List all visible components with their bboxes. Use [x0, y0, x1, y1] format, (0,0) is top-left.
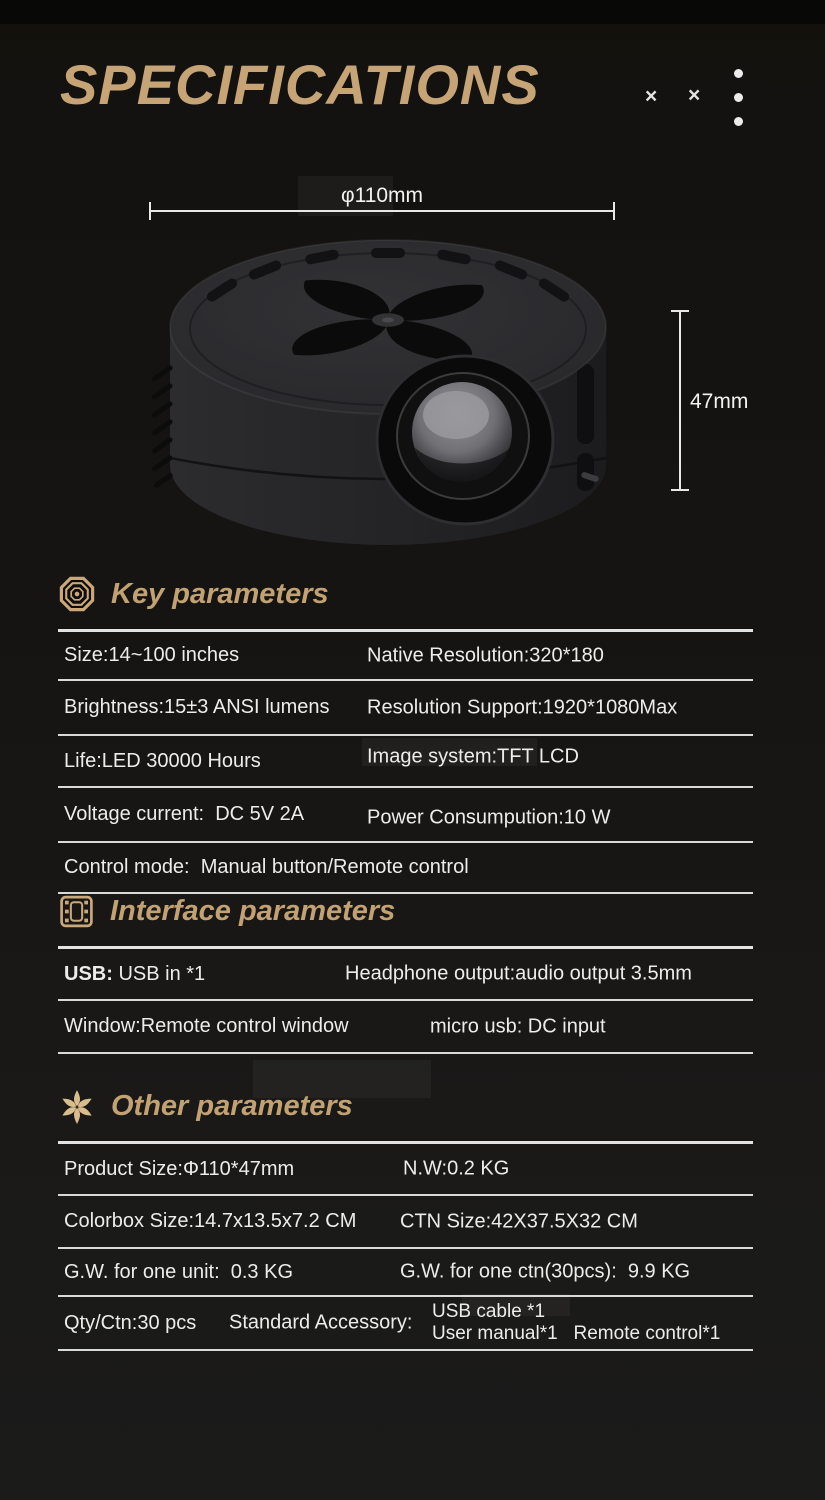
page-title: SPECIFICATIONS [60, 53, 540, 116]
dot-decor-icon [734, 93, 743, 102]
accessory-label: Standard Accessory: [229, 1311, 413, 1334]
star-flower-icon [58, 1087, 96, 1125]
octagon-rings-icon [58, 575, 96, 613]
spec-cell: CTN Size:42X37.5X32 CM [400, 1210, 638, 1232]
lens [377, 356, 553, 524]
spec-cell: Voltage current: DC 5V 2A [64, 803, 305, 825]
spec-row [58, 843, 753, 894]
section-interface-parameters [58, 889, 753, 1054]
product-image [0, 178, 825, 563]
dot-decor-icon [734, 69, 743, 78]
spec-cell: Life:LED 30000 Hours [64, 749, 261, 772]
spec-row [58, 1249, 753, 1297]
dot-decor-icon [734, 117, 743, 126]
spec-cell: Product Size:Φ110*47mm [64, 1157, 295, 1180]
spec-cell: G.W. for one ctn(30pcs): 9.9 KG [400, 1260, 691, 1283]
spec-cell: G.W. for one unit: 0.3 KG [64, 1260, 293, 1283]
spec-row [58, 1144, 753, 1196]
width-dimension-label: φ110mm [340, 184, 424, 207]
spec-cell: Qty/Ctn:30 pcs [64, 1311, 197, 1334]
spec-cell: Native Resolution:320*180 [367, 644, 604, 666]
usb-value: USB in *1 [112, 962, 206, 985]
top-edge-strip [0, 0, 825, 24]
spec-cell: Colorbox Size:14.7x13.5x7.2 CM [64, 1210, 357, 1232]
spec-row [58, 1196, 753, 1249]
accessory-line: User manual*1 Remote control*1 [432, 1323, 721, 1344]
section-key-parameters [58, 572, 753, 894]
section-title: Interface parameters [110, 894, 396, 927]
film-strip-icon [58, 893, 95, 930]
spec-cell: Control mode: Manual button/Remote control [64, 856, 469, 878]
spec-row [58, 788, 753, 843]
spec-cell: Power Consumpution:10 W [367, 806, 611, 829]
height-dimension-label: 47mm [690, 390, 749, 413]
spec-cell [64, 963, 205, 986]
decor-cross-icon: × [688, 84, 701, 107]
spec-cell: micro usb: DC input [430, 1015, 606, 1037]
section-other-parameters [58, 1084, 753, 1351]
spec-row [58, 736, 753, 788]
projector-illustration [151, 240, 606, 545]
section-title: Other parameters [111, 1089, 353, 1122]
spec-cell: Window:Remote control window [64, 1015, 349, 1037]
spec-row [58, 681, 753, 736]
accessory-line: USB cable *1 [432, 1301, 546, 1322]
spec-row [58, 1297, 753, 1351]
spec-row [58, 1001, 753, 1054]
height-dimension [671, 311, 689, 490]
spec-cell: Size:14~100 inches [64, 644, 240, 666]
spec-cell: Resolution Support:1920*1080Max [367, 696, 678, 718]
spec-cell: N.W:0.2 KG [403, 1157, 510, 1180]
spec-cell: Brightness:15±3 ANSI lumens [64, 696, 330, 718]
spec-row [58, 949, 753, 1001]
spec-row [58, 632, 753, 681]
decor-cross-icon: × [645, 85, 658, 108]
spec-cell: Headphone output:audio output 3.5mm [345, 962, 692, 985]
spec-cell: Image system:TFT LCD [367, 745, 579, 768]
accessory-list [432, 1301, 720, 1345]
usb-label: USB: [64, 962, 113, 985]
section-title: Key parameters [111, 577, 329, 610]
